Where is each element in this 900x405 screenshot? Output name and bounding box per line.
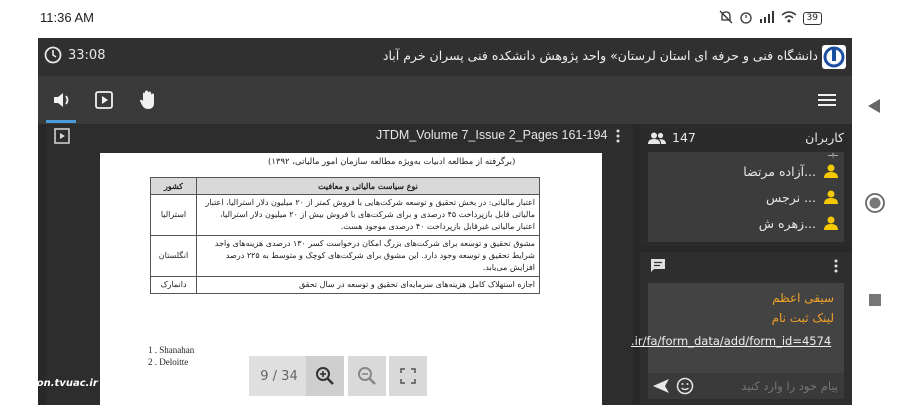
send-button[interactable] [652,378,670,398]
send-icon [652,378,670,394]
emoji-icon [676,377,694,395]
watermark: loreston.tvuac.ir [4,378,98,389]
play-icon [94,90,114,110]
presentation-toggle-button[interactable] [54,128,70,148]
users-label: کاربران [805,130,844,145]
back-icon [867,98,881,114]
header-country: کشور [151,178,197,195]
document-options-button[interactable] [615,128,621,147]
chat-icon [650,258,666,278]
chat-sender: سیفی اعظم [772,291,834,305]
recents-icon [869,294,881,306]
user-name: نرجس ... [766,189,816,205]
recents-button[interactable] [869,291,881,310]
raise-hand-button[interactable] [136,88,160,112]
users-count: 147 [672,130,696,145]
emoji-button[interactable] [676,377,694,399]
home-icon [864,192,886,214]
toolbar [38,76,852,124]
elapsed-time: 33:08 [68,47,106,63]
session-title: دانشگاه فنی و حرفه ای استان لرستان» واحد پژوهش دانشکده فنی پسران خرم آباد [382,48,818,63]
users-header [648,130,844,145]
chat-message [648,283,844,373]
android-nav [852,0,900,405]
alarm-icon [739,10,753,27]
home-button[interactable] [864,192,886,218]
list-item[interactable] [648,210,844,236]
signal-icon [759,11,775,26]
footnote: 1 . Shanahan [148,345,195,355]
video-button[interactable] [92,88,116,112]
users-panel [640,124,852,246]
row-country: استرالیا [151,195,197,236]
registration-link[interactable]: .ir/fa/form_data/add/form_id=4574 [631,334,832,348]
chat-options-button[interactable] [833,258,839,277]
document-title: JTDM_Volume 7_Issue 2_Pages 161-194 [376,128,608,142]
wifi-icon [781,11,797,26]
row-policy: اعتبار مالیاتی: در بخش تحقیق و توسعه شرکت‌هایی با فروش کمتر از ۲۰ میلیون دلار استرالیا، اعتبار مالیاتی قابل بازپرداخت ۴۵ درصدی و برای شرکت‌های با فروش بیش از ۲۰ میلیون دلار استرالیا، اعتبار مالیاتی غیرقابل بازپرداخت ۴۰ درصدی موجود هست. [197,195,540,236]
row-policy: مشوق تحقیق و توسعه برای شرکت‌های بزرگ امکان درخواست کسر ۱۳۰ درصدی هزینه‌های واجد شرایط تحقیق و توسعه وجود دارد. این مشوق برای شرکت‌های کوچک و متوسط به ۲۲۵ درصد افزایش می‌یابد. [197,236,540,277]
user-icon [824,216,838,230]
university-logo [822,45,846,69]
header-policy: نوع سیاست مالیاتی و معافیت [197,178,540,195]
people-icon [648,132,666,144]
chat-text: لینک ثبت نام [771,311,834,325]
status-time: 11:36 AM [40,10,94,25]
elapsed-timer [44,46,105,64]
user-name: ـیـ [828,152,838,159]
users-count-wrap [648,130,696,145]
table-row [151,195,540,236]
back-button[interactable] [867,98,881,118]
fullscreen-button[interactable] [389,356,427,396]
zoom-in-icon [315,366,335,386]
table-header-row [151,178,540,195]
table-caption: (برگرفته از مطالعه ادبیات به‌ویژه مطالعه سازمان امور مالیاتی، ۱۳۹۲) [268,157,516,167]
speaker-icon [51,89,73,111]
user-name: آزاده مرتضا... [743,163,816,179]
status-bar [0,0,852,38]
status-icons [719,10,822,27]
more-vert-icon [833,259,839,273]
menu-icon [817,92,837,108]
list-item[interactable] [648,158,844,184]
user-icon [824,164,838,178]
zoom-out-icon [357,366,377,386]
chat-input-bar [648,373,844,399]
row-country: انگلستان [151,236,197,277]
user-icon [824,190,838,204]
zoom-out-button[interactable] [348,356,386,396]
more-vert-icon [615,129,621,143]
main-menu-button[interactable] [815,88,839,112]
row-policy: اجازه استهلاک کامل هزینه‌های سرمایه‌ای تحقیق و توسعه در سال تحقق [197,277,540,294]
table-row [151,277,540,294]
page-indicator[interactable]: 9 / 34 [249,356,309,396]
title-bar [38,38,852,76]
chat-input[interactable] [700,376,838,396]
policy-table [150,177,540,294]
hand-icon [138,89,158,111]
row-country: دانمارک [151,277,197,294]
table-row [151,236,540,277]
presentation-icon [54,128,70,144]
user-name: زهره ش... [758,215,816,231]
mute-icon [719,10,733,27]
battery-icon: 39 [803,12,822,25]
list-item[interactable] [648,184,844,210]
zoom-in-button[interactable] [306,356,344,396]
clock-icon [44,46,62,64]
chat-panel [640,252,852,405]
audio-button[interactable] [50,88,74,112]
footnote: 2 . Deloitte [148,357,189,367]
users-list[interactable] [648,152,844,242]
fullscreen-icon [400,368,416,384]
active-tab-indicator [46,120,76,123]
